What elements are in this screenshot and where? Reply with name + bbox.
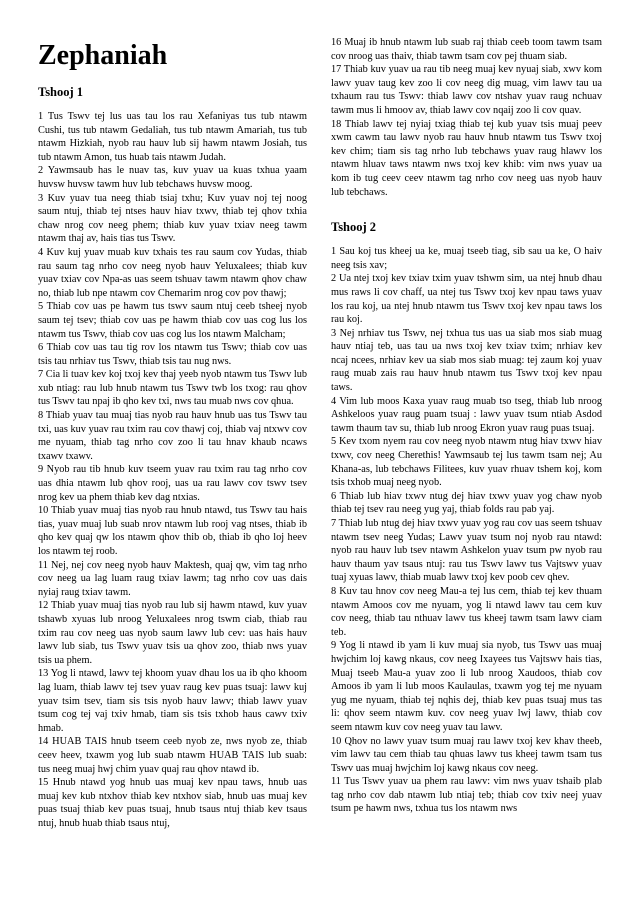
verse: 9 Yog li ntawd ib yam li kuv muaj sia nyob, tus Tswv uas muaj hwjchim loj kawg nkaus, cov neeg Ixayees tus Vajtswv hais tias, Muaj tseeb Mau-a yuav zoo li lub nroog Xaudoos, thiab cov Amoos ib yam li lub moos Kaulaulas, txawm yog tej me nyuam yug me nyuam, thiab tej nqhis dej, thiab kev puas tsuaj mus tas li: qhov seem ntawm kuv. cov neeg yuav lwj lawv, thiab cov seem ntawm kuv cov neeg yuav tau lawv.: [331, 640, 602, 733]
verse: 3 Nej nrhiav tus Tswv, nej txhua tus uas ua siab mos siab muag hauv ntiaj teb, uas tau ua nws txoj kev txiav txim; nrhiav kev ncaj ncees, nrhiav kev ua siab mos siab muag: tej zaum koj yuav raug muab zais rau hauv hnub ntawm tus Tswv txoj kev npau taws.: [331, 327, 602, 394]
verse: 1 Tus Tswv tej lus uas tau los rau Xefaniyas tus tub ntawm Cushi, tus tub ntawm Gedaliah, tus tub ntawm Amariah, tus tub ntawm Hizkiah, nyob rau hauv lub sij hawm ntawm Josiah, tus tub ntawm Amon, tus huab tais ntawm Judah.: [38, 111, 307, 163]
verse: 10 Thiab yuav muaj tias nyob rau hnub ntawd, tus Tswv tau hais tias, yuav muaj lub suab nrov ntawm lub rooj vag ntses, thiab ib qho kev quaj qw los ntawm qhov thib ob, thiab ib qho loj heev los ntawm tej roob.: [38, 505, 307, 557]
verse: 6 Thiab lub hiav txwv ntug dej hiav txwv yuav yog chaw nyob thiab tej tsev rau neeg yug yaj, thiab folds rau pab yaj.: [331, 490, 602, 516]
verse: 2 Ua ntej txoj kev txiav txim yuav tshwm sim, ua ntej hnub dhau mus raws li cov chaff, ua ntej tus Tswv txoj kev npau taws yuav los rau koj, ua ntej hnub ntawm tus Tswv txoj kev npau taws los rau koj.: [331, 273, 602, 326]
verse: 5 Kev txom nyem rau cov neeg nyob ntawm ntug hiav txwv hiav txwv, cov neeg Cherethis! Yawmsaub tej lus tawm tsam nej; Au Khana-as, lub tebchaws Filitees, kuv yuav rhuav tshem koj, kom tsis txhob muaj neeg nyob.: [331, 436, 602, 489]
verse: 3 Kuv yuav tua neeg thiab tsiaj txhu; Kuv yuav noj tej noog saum ntuj, thiab tej ntses hauv hiav txwv, thiab tej qhov txhia chaw nrog cov neeg phem; thiab kuv yuav txiav neeg tawm ntawm thaj av, hais tias tus Tswv.: [38, 192, 307, 245]
verse: 17 Thiab kuv yuav ua rau tib neeg muaj kev nyuaj siab, xwv kom lawv yuav taug kev zoo li cov neeg dig muag, vim lawv tau ua txhaum rau tus Tswv: thiab lawv cov ntshav yuav raug nchuav tawm mus li hmoov av, thiab lawv cov nqaij zoo li cov quav.: [331, 64, 602, 116]
verse: 2 Yawmsaub has le nuav tas, kuv yuav ua kuas txhua yaam huvsw huvsw tawm huv lub tebchaws huvsw moog.: [38, 165, 307, 190]
verse: 13 Yog li ntawd, lawv tej khoom yuav dhau los ua ib qho khoom lag luam, thiab lawv tej tsev yuav raug kev puas tsuaj: lawv kuj yuav tsim tsev, tiam sis tsis nyob hauv lawv; thiab lawv yuav tsum cog tej vaj txiv hmab, tiam sis tsis txhob haus cawv txiv hmab.: [38, 668, 307, 734]
spacer: [331, 199, 602, 207]
verse: 1 Sau koj tus kheej ua ke, muaj tseeb tiag, sib sau ua ke, O haiv neeg tsis xav;: [331, 246, 602, 271]
verse: 9 Nyob rau tib hnub kuv tseem yuav rau txim rau tag nrho cov uas dhia ntawm lub qhov rooj, uas ua rau lawv cov tswv tsev nrog kev ua phem thiab kev dag ntxias.: [38, 464, 307, 503]
verse: 10 Qhov no lawv yuav tsum muaj rau lawv txoj kev khav theeb, vim lawv tau cem thiab tau qhuas lawv tus kheej tawm tsam tus Tswv uas muaj hwjchim loj kawg nkaus cov neeg.: [331, 735, 602, 774]
verse: 11 Nej, nej cov neeg nyob hauv Maktesh, quaj qw, vim tag nrho cov neeg ua lag luam raug txiav lawm; tag nrho cov uas dais nyiaj raug txiav tawm.: [38, 559, 307, 598]
chapter-heading-1: Tshooj 1: [38, 85, 84, 99]
left-column: [38, 34, 307, 830]
book-title: Zephaniah: [38, 40, 168, 71]
verse: 18 Thiab lawv tej nyiaj txiag thiab tej kub yuav tsis muaj peev xwm cawm tau lawv nyob rau hauv hnub ntawm tus Tswv txoj kev chim; tiam sis tag nrho lub tebchaws yuav raug hlawv los ntawm hluav taws ntawm nws txoj kev khib: vim nws yuav ua kom ib tug ceev ceev ntawm tag nrho cov neeg uas nyob hauv lub tebchaws.: [331, 118, 602, 198]
verse: 5 Thiab cov uas pe hawm tus tswv saum ntuj ceeb tsheej nyob saum tej tsev; thiab cov uas pe hawm thiab cov uas cog lus los ntawm tus Tswv, thiab cov uas cog lus los ntawm Malcham;: [38, 301, 307, 340]
verse: 11 Tus Tswv yuav ua phem rau lawv: vim nws yuav tshaib plab tag nrho cov dab ntawm lub ntiaj teb; thiab cov txiv neej yuav tsum pe hawm nws, txhua tus los ntawm nws: [331, 776, 602, 815]
chapter-1-continued-verses: [331, 36, 602, 199]
verse: 4 Kuv kuj yuav muab kuv txhais tes rau saum cov Yudas, thiab rau saum tag nrho cov neeg nyob hauv Yeluxalees; thiab kuv yuav txiav cov Npa-as uas seem tshuav tawm ntawm qhov chaw no, thiab lub npe ntawm cov Chemarim nrog cov pov thawj;: [38, 246, 307, 299]
verse: 14 HUAB TAIS hnub tseem ceeb nyob ze, nws nyob ze, thiab ceev heev, txawm yog lub suab ntawm HUAB TAIS lub suab: tus neeg muaj hwj chim yuav quaj rau qhov ntawd ib.: [38, 736, 307, 775]
verse: 6 Thiab cov uas tau tig rov los ntawm tus Tswv; thiab cov uas tsis tau nrhiav tus Tswv, thiab tsis tau nug nws.: [38, 342, 307, 367]
verse: 12 Thiab yuav muaj tias nyob rau lub sij hawm ntawd, kuv yuav tshawb xyuas lub nroog Yeluxalees nrog tswm ciab, thiab rau txim rau cov neeg uas nyob saum lawv lub cev: uas hais hauv lawv lub siab, tus Tswv yuav tsis ua qhov zoo, thiab nws yuav tsis ua phem.: [38, 600, 307, 666]
chapter-1-verses: [38, 110, 307, 830]
verse: 16 Muaj ib hnub ntawm lub suab raj thiab ceeb toom tawm tsam cov nroog uas thaiv, thiab tawm tsam cov pej thuam siab.: [331, 37, 602, 62]
verse: 4 Vim lub moos Kaxa yuav raug muab tso tseg, thiab lub nroog Ashkeloos yuav raug puam tsuaj : lawv yuav tsum ntiab Asdod tawm thaum tav su, thiab lub nroog Ekron yuav raug puas tsuaj.: [331, 395, 602, 434]
verse: 8 Kuv tau hnov cov neeg Mau-a tej lus cem, thiab tej kev thuam ntawm Amoos cov me nyuam, yog li ntawd lawv tau cem kuv cov neeg, thiab tau nthuav lawv tus kheej tawm tsam lawv ciam teb.: [331, 585, 602, 638]
verse: 7 Cia li tuav kev koj txoj kev thaj yeeb nyob ntawm tus Tswv lub xub ntiag: rau lub hnub ntawm tus Tswv twb los txog: rau qhov tus Tswv tau npaj ib qho kev txi, nws tau muab nws cov qhua.: [38, 369, 307, 408]
verse: 15 Hnub ntawd yog hnub uas muaj kev npau taws, hnub uas muaj kev kub ntxhov thiab kev ntxhov siab, hnub uas muaj kev puas tsuaj thiab kev puas tsuaj, hnub tsaus ntuj thiab kev tsaus ntuj, hnub huab thiab tsaus ntuj,: [38, 777, 307, 829]
chapter-heading-2: Tshooj 2: [331, 220, 377, 235]
chapter-2-verses: [331, 245, 602, 816]
right-column: [331, 36, 602, 816]
verse: 8 Thiab yuav tau muaj tias nyob rau hauv hnub uas tus Tswv tau txi, uas kuv yuav rau txim rau cov thawj coj, thiab vaj ntxwv cov me nyuam, thiab tag nrho cov zoo li tau hnav khaub ncaws txawv txawv.: [38, 410, 307, 462]
verse: 7 Thiab lub ntug dej hiav txwv yuav yog rau cov uas seem tshuav ntawm tsev neeg Yudas; Lawv yuav tsum noj nyob rau ntawd: nyob rau hauv lub tsev ntawm Ashkelon yuav tsum pw nyob rau hauv thaum yav tsaus ntuj: rau tus Tswv lawv tus Vajtswv yuav tuaj xyuas lawv, thiab muab lawv txoj kev poob cev qhev.: [331, 518, 602, 584]
